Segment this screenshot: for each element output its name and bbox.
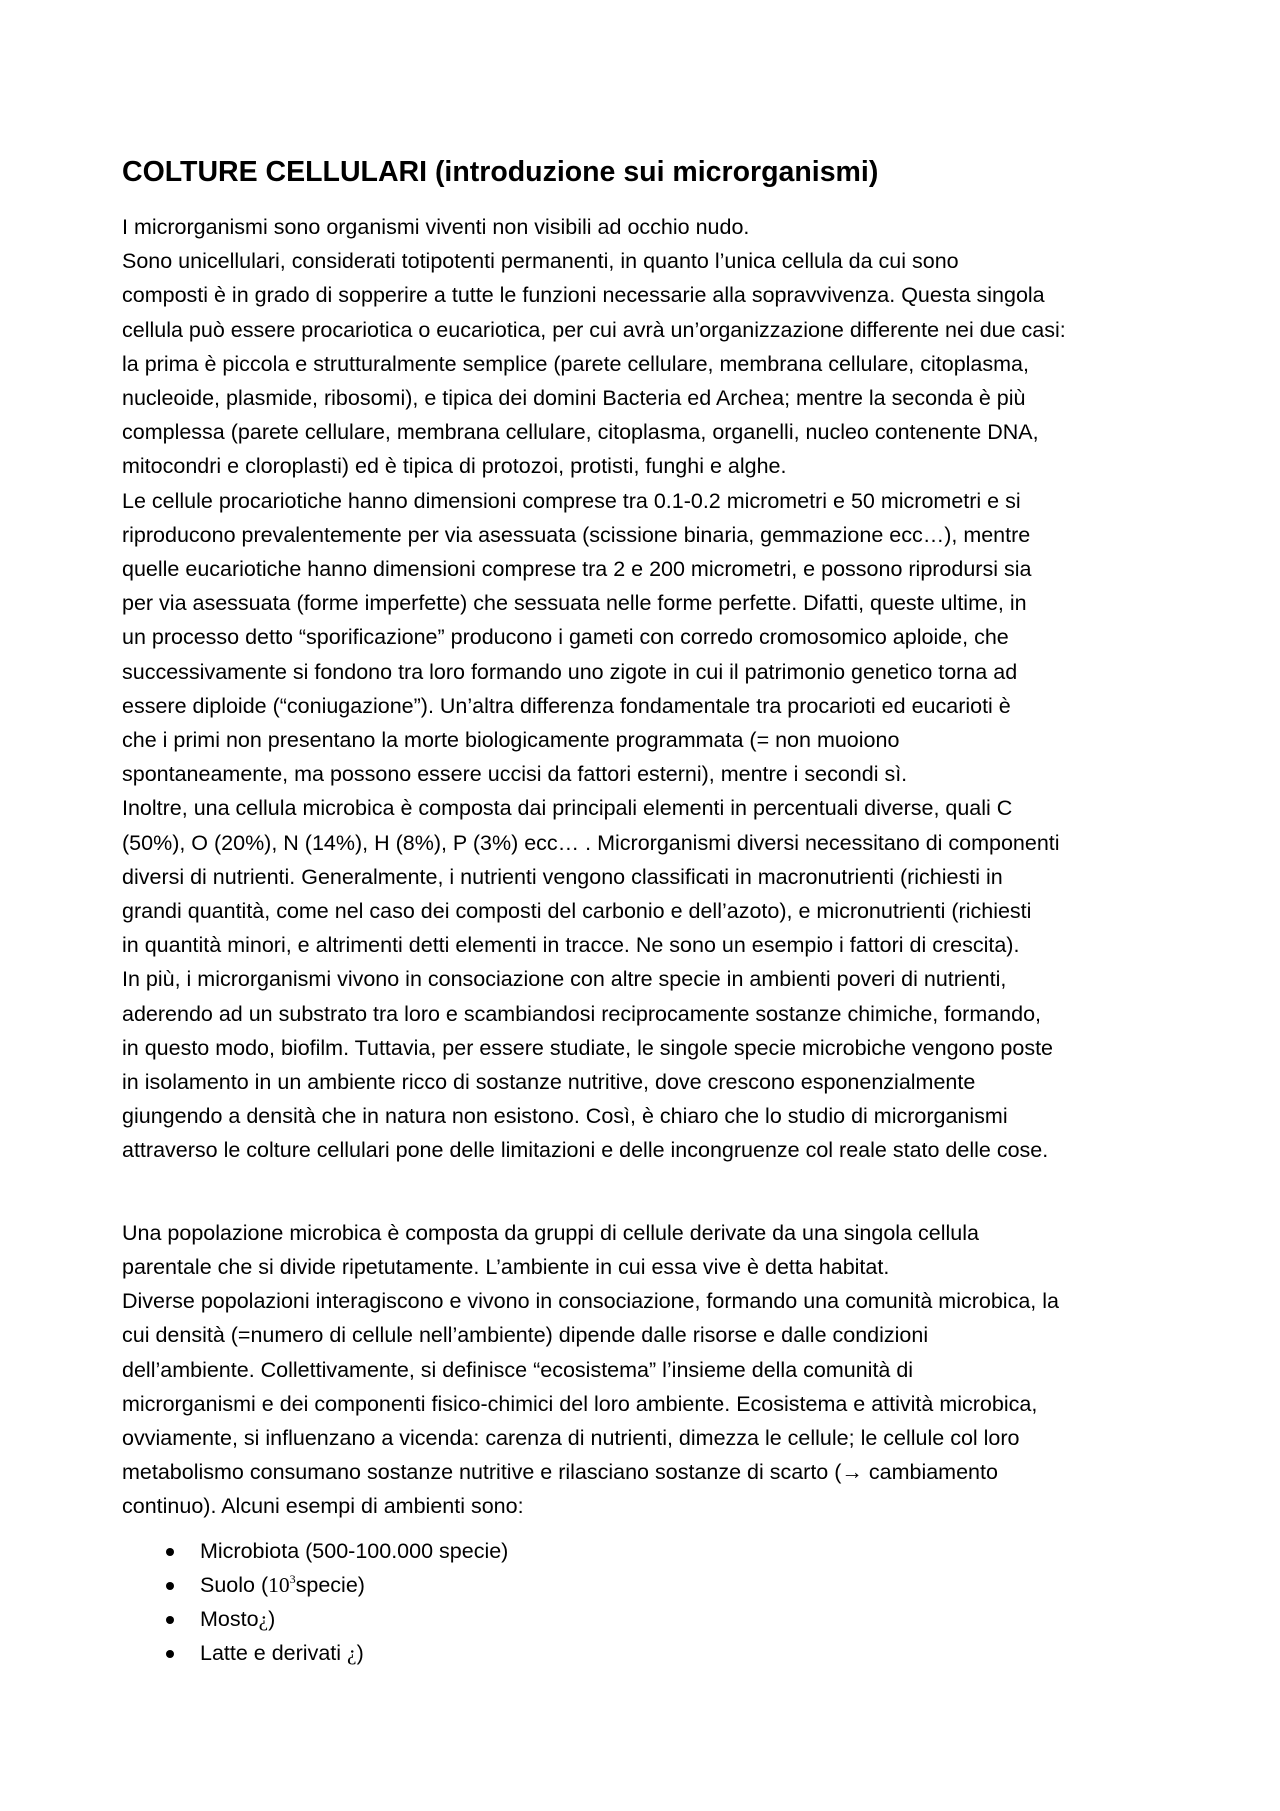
text-line: diversi di nutrienti. Generalmente, i nutrienti vengono classificati in macronutrienti (richiesti in — [122, 864, 1003, 889]
text-line: Una popolazione microbica è composta da gruppi di cellule derivate da una singola cellula — [122, 1220, 979, 1245]
formula-glyph: ¿ — [258, 1606, 269, 1631]
list-item-text: Mosto — [200, 1606, 259, 1631]
text-line: metabolismo consumano sostanze nutritive e rilasciano sostanze di scarto (→ cambiamento — [122, 1460, 998, 1485]
text-line: Le cellule procariotiche hanno dimensioni comprese tra 0.1-0.2 micrometri e 50 micrometri e si — [122, 488, 1021, 513]
text-line: Inoltre, una cellula microbica è composta dai principali elementi in percentuali diverse, quali C — [122, 796, 1013, 821]
text-line: ovviamente, si influenzano a vicenda: carenza di nutrienti, dimezza le cellule; le cellule col loro — [122, 1425, 1020, 1450]
text-line: spontaneamente, ma possono essere uccisi da fattori esterni), mentre i secondi sì. — [122, 762, 908, 787]
list-item-text: ) — [268, 1606, 276, 1631]
text-line: microrganismi e dei componenti fisico-chimici del loro ambiente. Ecosistema e attività microbica, — [122, 1391, 1038, 1416]
bullet-icon — [166, 1582, 174, 1590]
list-item-text: Latte e derivati — [200, 1641, 348, 1666]
text-line: In più, i microrganismi vivono in consociazione con altre specie in ambienti poveri di nutrienti, — [122, 967, 1007, 992]
paragraph-spacer — [122, 1168, 1172, 1216]
text-line: Diverse popolazioni interagiscono e vivono in consociazione, formando una comunità microbica, la — [122, 1289, 1059, 1314]
text-line: parentale che si divide ripetutamente. L’ambiente in cui essa vive è detta habitat. — [122, 1254, 890, 1279]
list-item-text: ) — [356, 1641, 364, 1666]
formula-exponent: 3 — [289, 1571, 296, 1586]
list-item-text: Suolo ( — [200, 1572, 269, 1597]
text-line: essere diploide (“coniugazione”). Un’altra differenza fondamentale tra procarioti ed eucarioti è — [122, 693, 1011, 718]
text-line: grandi quantità, come nel caso dei composti del carbonio e dell’azoto), e micronutrienti (richiesti — [122, 899, 1032, 924]
text-line: in questo modo, biofilm. Tuttavia, per essere studiate, le singole specie microbiche vengono poste — [122, 1035, 1053, 1060]
text-line: attraverso le colture cellulari pone delle limitazioni e delle incongruenze col reale stato delle cose. — [122, 1138, 1049, 1163]
text-line: (50%), O (20%), N (14%), H (8%), P (3%) ecc… . Microrganismi diversi necessitano di componenti — [122, 830, 1060, 855]
text-line: la prima è piccola e strutturalmente semplice (parete cellulare, membrana cellulare, citoplasma, — [122, 351, 1029, 376]
paragraph-microrganismi — [122, 210, 1172, 1168]
paragraph-popolazione — [122, 1216, 1172, 1524]
document-page — [122, 150, 1172, 1670]
page-title: COLTURE CELLULARI (introduzione sui microrganismi) — [122, 156, 879, 188]
list-item — [166, 1602, 1172, 1636]
bullet-icon — [166, 1548, 174, 1556]
text-line: composti è in grado di sopperire a tutte le funzioni necessarie alla sopravvivenza. Questa singola — [122, 283, 1045, 308]
list-item-text: Microbiota (500-100.000 specie) — [200, 1538, 509, 1563]
formula-base: 10 — [268, 1572, 290, 1597]
list-item — [166, 1636, 1172, 1670]
text-line: aderendo ad un substrato tra loro e scambiandosi reciprocamente sostanze chimiche, formando, — [122, 1001, 1042, 1026]
text-line: cellula può essere procariotica o eucariotica, per cui avrà un’organizzazione differente nei due casi: — [122, 317, 1066, 342]
bullet-icon — [166, 1650, 174, 1658]
text-line: dell’ambiente. Collettivamente, si definisce “ecosistema” l’insieme della comunità di — [122, 1357, 914, 1382]
text-line: in isolamento in un ambiente ricco di sostanze nutritive, dove crescono esponenzialmente — [122, 1070, 976, 1095]
list-item — [166, 1534, 1172, 1568]
text-line: che i primi non presentano la morte biologicamente programmata (= non muoiono — [122, 728, 900, 753]
text-line: nucleoide, plasmide, ribosomi), e tipica dei domini Bacteria ed Archea; mentre la seconda è più — [122, 386, 1026, 411]
list-item — [166, 1568, 1172, 1602]
bullet-icon — [166, 1616, 174, 1624]
text-line: I microrganismi sono organismi viventi non visibili ad occhio nudo. — [122, 215, 750, 239]
text-line: Sono unicellulari, considerati totipotenti permanenti, in quanto l’unica cellula da cui sono — [122, 249, 959, 274]
text-line: in quantità minori, e altrimenti detti elementi in tracce. Ne sono un esempio i fattori di crescita). — [122, 933, 1020, 958]
text-line: continuo). Alcuni esempi di ambienti sono: — [122, 1494, 524, 1519]
text-line: cui densità (=numero di cellule nell’ambiente) dipende dalle risorse e dalle condizioni — [122, 1323, 929, 1348]
text-line: successivamente si fondono tra loro formando uno zigote in cui il patrimonio genetico torna ad — [122, 659, 1018, 684]
bullet-list — [122, 1534, 1172, 1671]
text-line: un processo detto “sporificazione” producono i gameti con corredo cromosomico aploide, che — [122, 625, 1009, 650]
formula-glyph: ¿ — [347, 1641, 357, 1666]
text-line: mitocondri e cloroplasti) ed è tipica di protozoi, protisti, funghi e alghe. — [122, 454, 787, 479]
text-line: riproducono prevalentemente per via asessuata (scissione binaria, gemmazione ecc…), mentre — [122, 522, 1031, 547]
list-item-text: specie) — [295, 1572, 365, 1597]
text-line: complessa (parete cellulare, membrana cellulare, citoplasma, organelli, nucleo contenente DNA, — [122, 420, 1039, 445]
text-line: giungendo a densità che in natura non esistono. Così, è chiaro che lo studio di microrganismi — [122, 1104, 1008, 1129]
text-line: per via asessuata (forme imperfette) che sessuata nelle forme perfette. Difatti, queste ultime, in — [122, 591, 1027, 616]
text-line: quelle eucariotiche hanno dimensioni comprese tra 2 e 200 micrometri, e possono riprodursi sia — [122, 557, 1032, 582]
